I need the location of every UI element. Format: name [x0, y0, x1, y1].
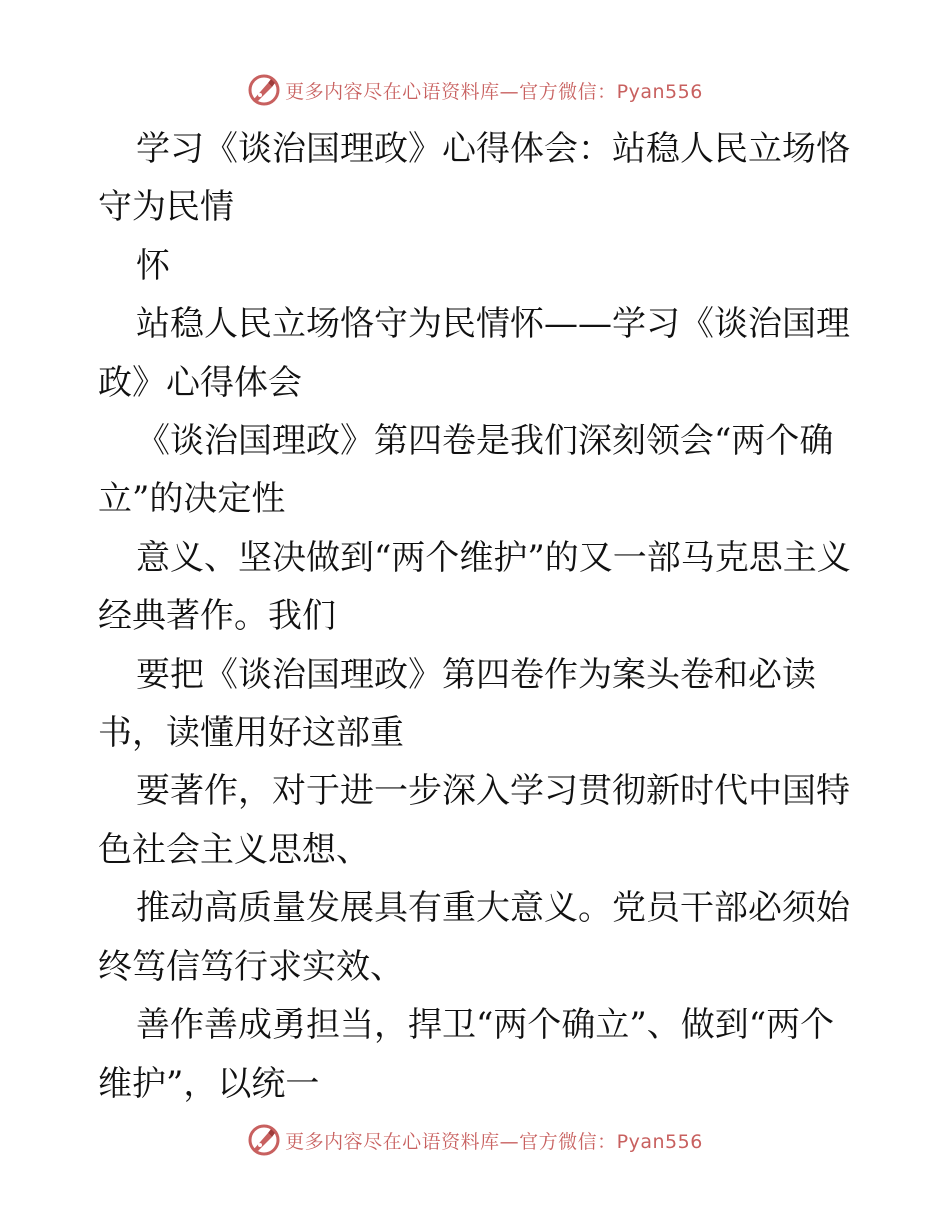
paragraph-body: 意义、坚决做到“两个维护”的又一部马克思主义经典著作。我们: [98, 537, 851, 637]
paragraph-subtitle: 站稳人民立场恪守为民情怀——学习《谈治国理政》心得体会: [98, 304, 850, 403]
document-body: [98, 120, 858, 1113]
paragraph-title-tail: 怀: [136, 245, 170, 286]
footer-watermark: [0, 1120, 950, 1160]
watermark-text: 更多内容尽在心语资料库—官方微信：Pyan556: [285, 1130, 703, 1153]
paragraph-title: 学习《谈治国理政》心得体会：站稳人民立场恪守为民情: [98, 129, 850, 228]
paragraph-body: 《谈治国理政》第四卷是我们深刻领会“两个确立”的决定性: [98, 421, 834, 520]
header-watermark: [0, 70, 950, 110]
pen-logo-icon: [247, 73, 281, 107]
paragraph-body: 推动高质量发展具有重大意义。党员干部必须始终笃信笃行求实效、: [98, 888, 850, 987]
watermark-text: 更多内容尽在心语资料库—官方微信：Pyan556: [285, 80, 703, 103]
paragraph-body: 要把《谈治国理政》第四卷作为案头卷和必读书，读懂用好这部重: [98, 654, 816, 754]
paragraph-body: 善作善成勇担当，捍卫“两个确立”、做到“两个维护”，以统一: [98, 1005, 835, 1104]
paragraph-body: 要著作，对于进一步深入学习贯彻新时代中国特色社会主义思想、: [98, 771, 850, 870]
pen-logo-icon: [247, 1123, 281, 1157]
